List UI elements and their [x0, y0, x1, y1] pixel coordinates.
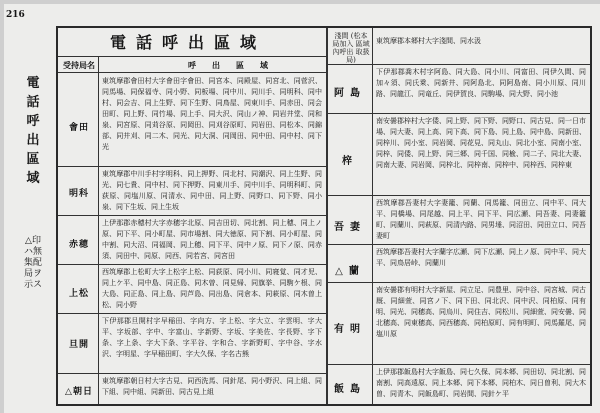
right-top-area: 東筑摩郡本郷村大字淺間、同水汲 — [376, 37, 481, 45]
area-column-header: 呼 出 區 域 — [188, 60, 272, 70]
station-iijima: 飯島 — [334, 384, 366, 395]
row-divider — [328, 195, 590, 196]
area-ariake: 南安曇郡有明村大字新屋、同立足、同豊里、同中谷、同宮城、同古厩、同細萱、同宮ノ下、同下田、同北沢、同中沢、同柏原、同有明、同光、同穂高、同烏川、同住吉、同松川、同細萱、同安曇、同北穂高、同東穂高、同西穂高、同柏原町、同有明町、同馬羅尾、同塩川原 — [376, 286, 586, 338]
side-note: △印ハ無集配局ヲ示ス — [24, 236, 43, 290]
station-aida: 會田 — [68, 123, 89, 133]
area-iijima: 上伊那郡飯島村大字飯島、同七久保、同本郷、同田切、同北割、同南割、同高遠原、同上本郷、同下本郷、同柏木、同日曽利、同大木曽、同青木、同飯島町、同岩間、同針ケ平 — [376, 368, 586, 398]
row-divider — [328, 244, 590, 245]
page-number: 216 — [6, 10, 25, 20]
area-hiraki: 下伊那郡旦開村字早稲田、字向方、字上松、字大立、字雲明、字大平、字坂部、字中、字富山、字新野、字坂、字美佐、字長野、字下条、字上条、字大下条、字平谷、字和合、字新野町、字中谷、字水沢、字明星、字早稲田町、字大久保、字名古熊 — [102, 317, 322, 358]
right-header-divider — [328, 64, 590, 65]
row-divider — [58, 166, 326, 167]
table-title: 電話呼出區域 — [109, 33, 266, 52]
station-agematsu: 上松 — [68, 289, 89, 299]
station-akashina: 明科 — [68, 189, 89, 199]
station-ariake: 有明 — [334, 324, 366, 335]
area-azuma: 西筑摩郡吾妻村大字妻籠、同蘭、同馬籠、同田立、同中平、同大平、同橋場、同尾越、同上平、同下平、同広瀬、同吾妻、同妻籠町、同蘭川、同萩原、同清内路、同男埵、同沼田、同田立口、同吾妻町 — [376, 199, 586, 240]
area-araragi: 西筑摩郡吾妻村大字蘭字広瀬、同下広瀬、同上ノ原、同中平、同大平、同鳥居峠、同蘭川 — [376, 248, 586, 267]
area-aida: 東筑摩郡會田村大字會田字會田、同宮本、同殿屋、同宮北、同菅沢、同馬場、同保福寺、同小野、同板場、同中川、同川手、同明科、同中村、同会吉、同上生野、同下生野、同鳥屋、同東川手、同赤田、同会田町、同上野、同竹場、同上手、同大沢、同山ノ神、同岩井堂、同和泉、同宮原、同苅谷原、同岡田、同刈谷原町、同岩田、同松本、同錦部、同井刈、同二木、同光、同大洞、同岡田、同中田、同中村、同下光 — [102, 77, 322, 151]
row-divider — [58, 215, 326, 216]
row-divider — [58, 313, 326, 314]
area-azusa: 南安曇郡梓村大字倭、同上野、同下野、同野口、同古見、同一日市場、同大妻、同上高、同下高、同下島、同上島、同中島、同新田、同梓川、同小室、同岩岡、同花見、同丸山、同北小室、同南小室、同梓、同倭、同上野、同三郷、同千国、同楡、同二子、同北大妻、同南大妻、同岩岡、同梓北、同梓南、同梓中、同梓西、同梓東 — [376, 117, 586, 169]
area-agematsu: 西筑摩郡上松町大字上松字上松、同荻原、同小川、同寝覚、同才児、同上ケ平、同中島、同正島、同木曾、同見帰、同旗挙、同駒ケ根、同大島、同正島、同上島、同芦島、同出島、同倉本、同萩原、同木曽上松、同小野 — [102, 268, 322, 309]
row-divider — [328, 113, 590, 114]
station-araragi: △蘭 — [335, 266, 365, 277]
station-asahi: △朝日 — [65, 387, 93, 397]
side-title: 電話呼出區域 — [26, 76, 40, 186]
area-akaho: 上伊那郡赤穂村大字赤穂字北原、同吉田切、同北割、同上穂、同上ノ原、同下平、同小町屋、同市場割、同大徳原、同下割、同小町屋、同中割、同大沼、同福岡、同上穂、同下平、同中ノ原、同下ノ原、同赤須、同田中、同原、同西、同若宮、同宮田 — [102, 219, 322, 260]
station-azuma: 吾妻 — [334, 222, 366, 233]
center-divider — [326, 28, 328, 404]
area-asahi: 東筑摩郡朝日村大字古見、同西洗馬、同針尾、同小野沢、同上組、同下組、同中組、同新田、同古見上組 — [102, 377, 322, 396]
station-akaho: 赤穂 — [68, 240, 89, 250]
right-top-station: 淺間 (松本局加入 區域內呼出 取扱局) — [332, 32, 370, 64]
station-hiraki: 旦開 — [68, 340, 89, 350]
right-station-divider — [372, 28, 373, 404]
station-column-header: 受持局名 — [63, 60, 95, 70]
area-akashina: 東筑摩郡中川手村字明科、同上押野、同北村、同潮沢、同上生野、同光、同七貴、同中村、同下押野、同東川手、同中川手、同明科町、同荻原、同塩川原、同清水、同中田、同上野、同野口、同下野、同小泉、同下生坂、同上生坂 — [102, 170, 322, 211]
area-ajima: 下伊那郡喬木村字阿島、同大島、同小川、同富田、同伊久間、同加々須、同氏乗、同新井、同阿島北、同阿島南、同小川原、同川路、同龍江、同竜丘、同伊賀良、同駒場、同大野、同小池 — [376, 68, 586, 98]
row-divider — [328, 364, 590, 365]
row-divider — [58, 264, 326, 265]
station-azusa: 梓 — [342, 156, 358, 167]
left-station-divider — [98, 56, 99, 404]
row-divider — [58, 373, 326, 374]
station-ajima: 阿島 — [334, 88, 366, 99]
row-divider — [328, 282, 590, 283]
